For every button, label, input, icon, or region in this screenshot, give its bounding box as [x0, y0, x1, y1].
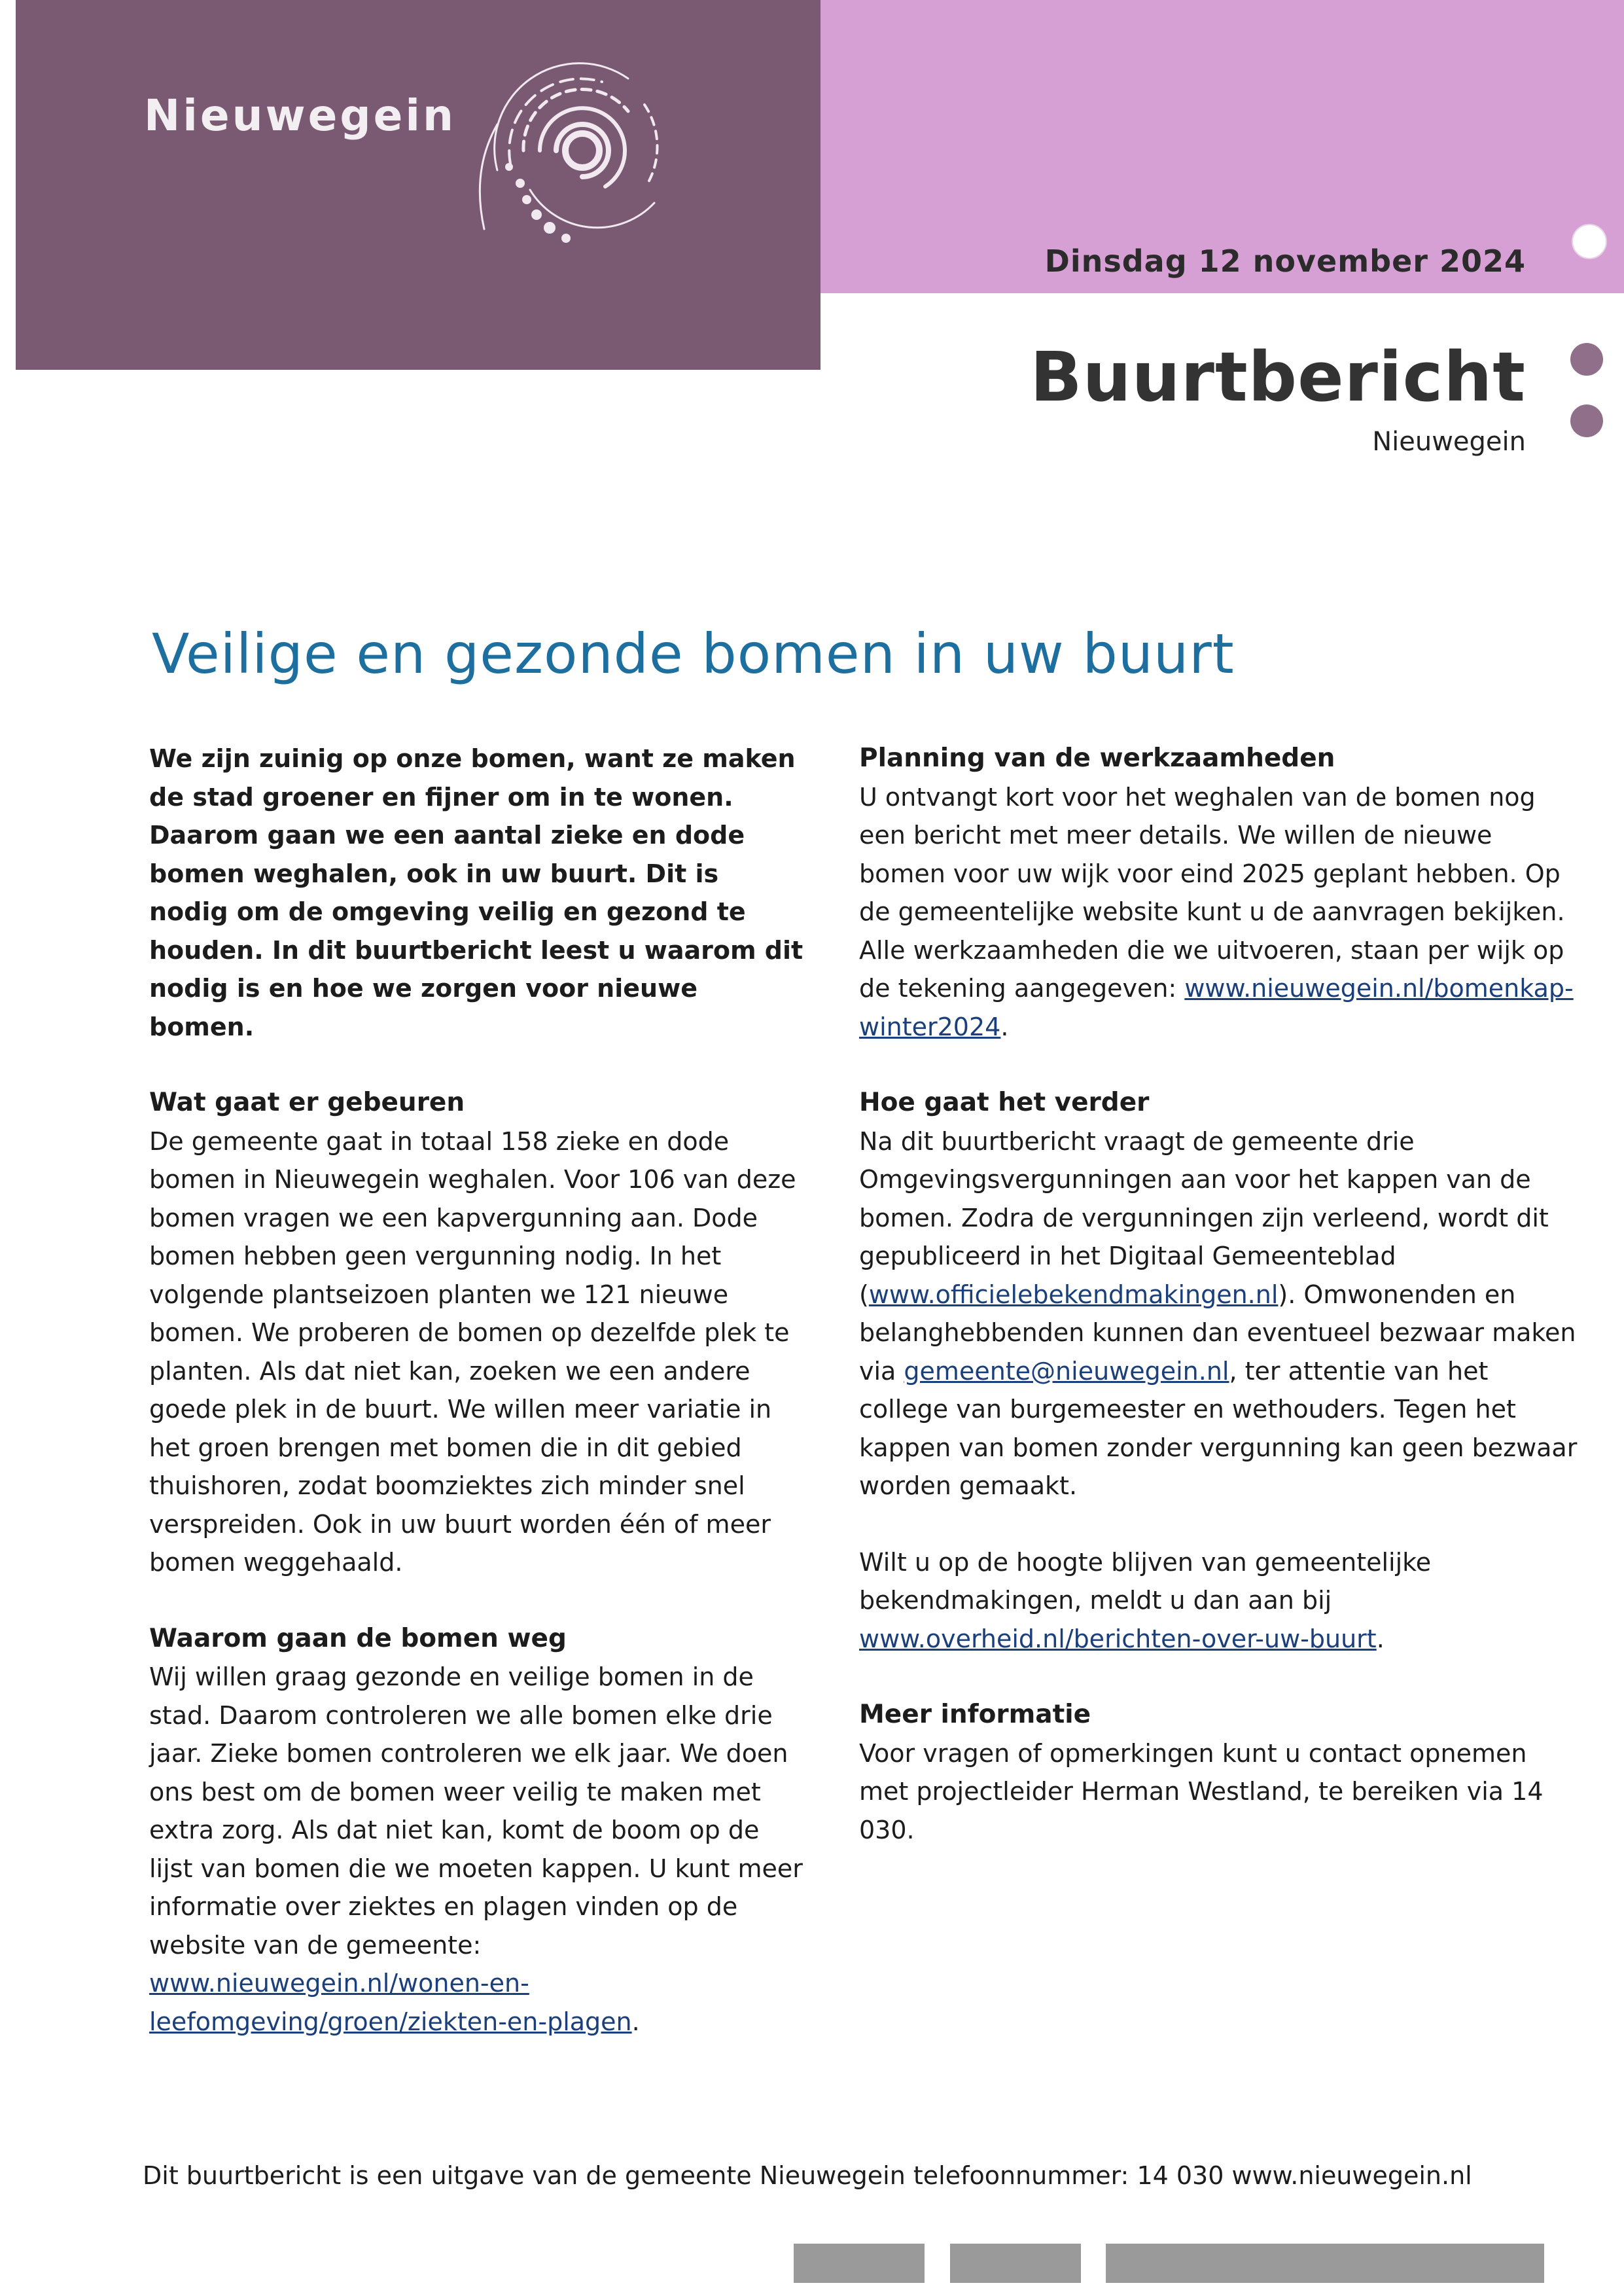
left-column — [149, 740, 803, 2079]
brand-name: Nieuwegein — [144, 90, 456, 141]
section-heading: Waarom gaan de bomen weg — [149, 1623, 567, 1653]
section-body: De gemeente gaat in totaal 158 zieke en dode bomen in Nieuwegein weghalen. Voor 106 van deze bomen vragen we een kapvergunning aan. Dode bomen hebben geen vergunning nodig. In het volgende plantseizoen planten we 121 nieuwe bomen. We proberen de bomen op dezelfde plek te planten. Als dat niet kan, zoeken we een andere goede plek in de buurt. We willen meer variatie in het groen brengen met bomen die in dit gebied thuishoren, zodat boomziektes zich minder snel verspreiden. Ook in uw buurt worden één of meer bomen weggehaald. — [149, 1126, 796, 1577]
decorative-dot — [1570, 404, 1603, 437]
email-link[interactable]: gemeente@nieuwegein.nl — [904, 1356, 1229, 1386]
right-column — [859, 740, 1579, 1887]
header-purple-block — [16, 0, 821, 370]
overheid-berichten-link[interactable]: www.overheid.nl/berichten-over-uw-buurt — [859, 1624, 1377, 1653]
footer-bar — [1106, 2244, 1544, 2283]
section-waarom-gaan-de-bomen-weg — [149, 1620, 803, 2041]
section-body: Wij willen graag gezonde en veilige bomen in de stad. Daarom controleren we alle bomen elke drie jaar. Zieke bomen controleren we elk jaar. We doen ons best om de bomen weer veilig te maken met extra zorg. Als dat niet kan, komt de boom op de lijst van bomen die we moeten kappen. U kunt meer informatie over ziektes en plagen vinden op de website van de gemeente: www.nieuwegein.nl/wonen-en-leefomgeving/groen/ziekten-en-plagen. — [149, 1662, 803, 2036]
footer-bar — [950, 2244, 1081, 2283]
officielebekendmakingen-link[interactable]: www.officielebekendmakingen.nl — [868, 1280, 1279, 1309]
section-wat-gaat-er-gebeuren — [149, 1084, 803, 1582]
nieuwegein-logo-icon — [458, 52, 680, 288]
section-heading: Wat gaat er gebeuren — [149, 1088, 465, 1117]
section-body: Voor vragen of opmerkingen kunt u contact opnemen met projectleider Herman Westland, te bereiken via 14 030. — [859, 1738, 1544, 1844]
section-heading: Meer informatie — [859, 1700, 1091, 1729]
section-body: Wilt u op de hoogte blijven van gemeentelijke bekendmakingen, meldt u dan aan bij www.overheid.nl/berichten-over-uw-buurt. — [859, 1547, 1432, 1653]
section-hoe-gaat-het-verder — [859, 1084, 1579, 1505]
section-body: Na dit buurtbericht vraagt de gemeente drie Omgevingsvergunningen aan voor het kappen van de bomen. Zodra de vergunningen zijn verleend, wordt dit gepubliceerd in het Digitaal Gemeenteblad (www.officielebekendmakingen.nl). Omwonenden en belanghebbenden kunnen dan eventueel bezwaar maken via gemeente@nieuwegein.nl, ter attentie van het college van burgemeester en wethouders. Tegen het kappen van bomen zonder vergunning kan geen bezwaar worden gemaakt. — [859, 1126, 1578, 1500]
ziekten-en-plagen-link[interactable]: www.nieuwegein.nl/wonen-en-leefomgeving/groen/ziekten-en-plagen — [149, 1969, 632, 2036]
decorative-dot — [1572, 224, 1607, 259]
footer-bar — [794, 2244, 925, 2283]
section-heading: Planning van de werkzaamheden — [859, 744, 1335, 773]
decorative-dot — [1570, 343, 1603, 376]
document-subtitle: Nieuwegein — [1372, 427, 1526, 457]
intro-paragraph: We zijn zuinig op onze bomen, want ze maken de stad groener en fijner om in te wonen. Daarom gaan we een aantal zieke en dode bomen weghalen, ook in uw buurt. Dit is nodig om de omgeving veilig en gezond te houden. In dit buurtbericht leest u waarom dit nodig is en hoe we zorgen voor nieuwe bomen. — [149, 744, 803, 1041]
document-title: Buurtbericht — [1030, 337, 1526, 417]
section-bekendmakingen — [859, 1543, 1579, 1659]
section-heading: Hoe gaat het verder — [859, 1088, 1150, 1117]
article-headline: Veilige en gezonde bomen in uw buurt — [152, 622, 1235, 686]
footer-text: Dit buurtbericht is een uitgave van de gemeente Nieuwegein telefoonnummer: 14 030 www.nieuwegein.nl — [143, 2161, 1472, 2190]
section-body: U ontvangt kort voor het weghalen van de bomen nog een bericht met meer details. We willen de nieuwe bomen voor uw wijk voor eind 2025 geplant hebben. Op de gemeentelijke website kunt u de aanvragen bekijken. Alle werkzaamheden die we uitvoeren, staan per wijk op de tekening aangegeven: www.nieuwegein.nl/bomenkap-winter2024. — [859, 782, 1574, 1041]
section-planning — [859, 740, 1579, 1046]
section-meer-informatie — [859, 1696, 1579, 1849]
bomenkap-link[interactable]: www.nieuwegein.nl/bomenkap-winter2024 — [859, 974, 1574, 1041]
publication-date: Dinsdag 12 november 2024 — [1044, 243, 1526, 279]
